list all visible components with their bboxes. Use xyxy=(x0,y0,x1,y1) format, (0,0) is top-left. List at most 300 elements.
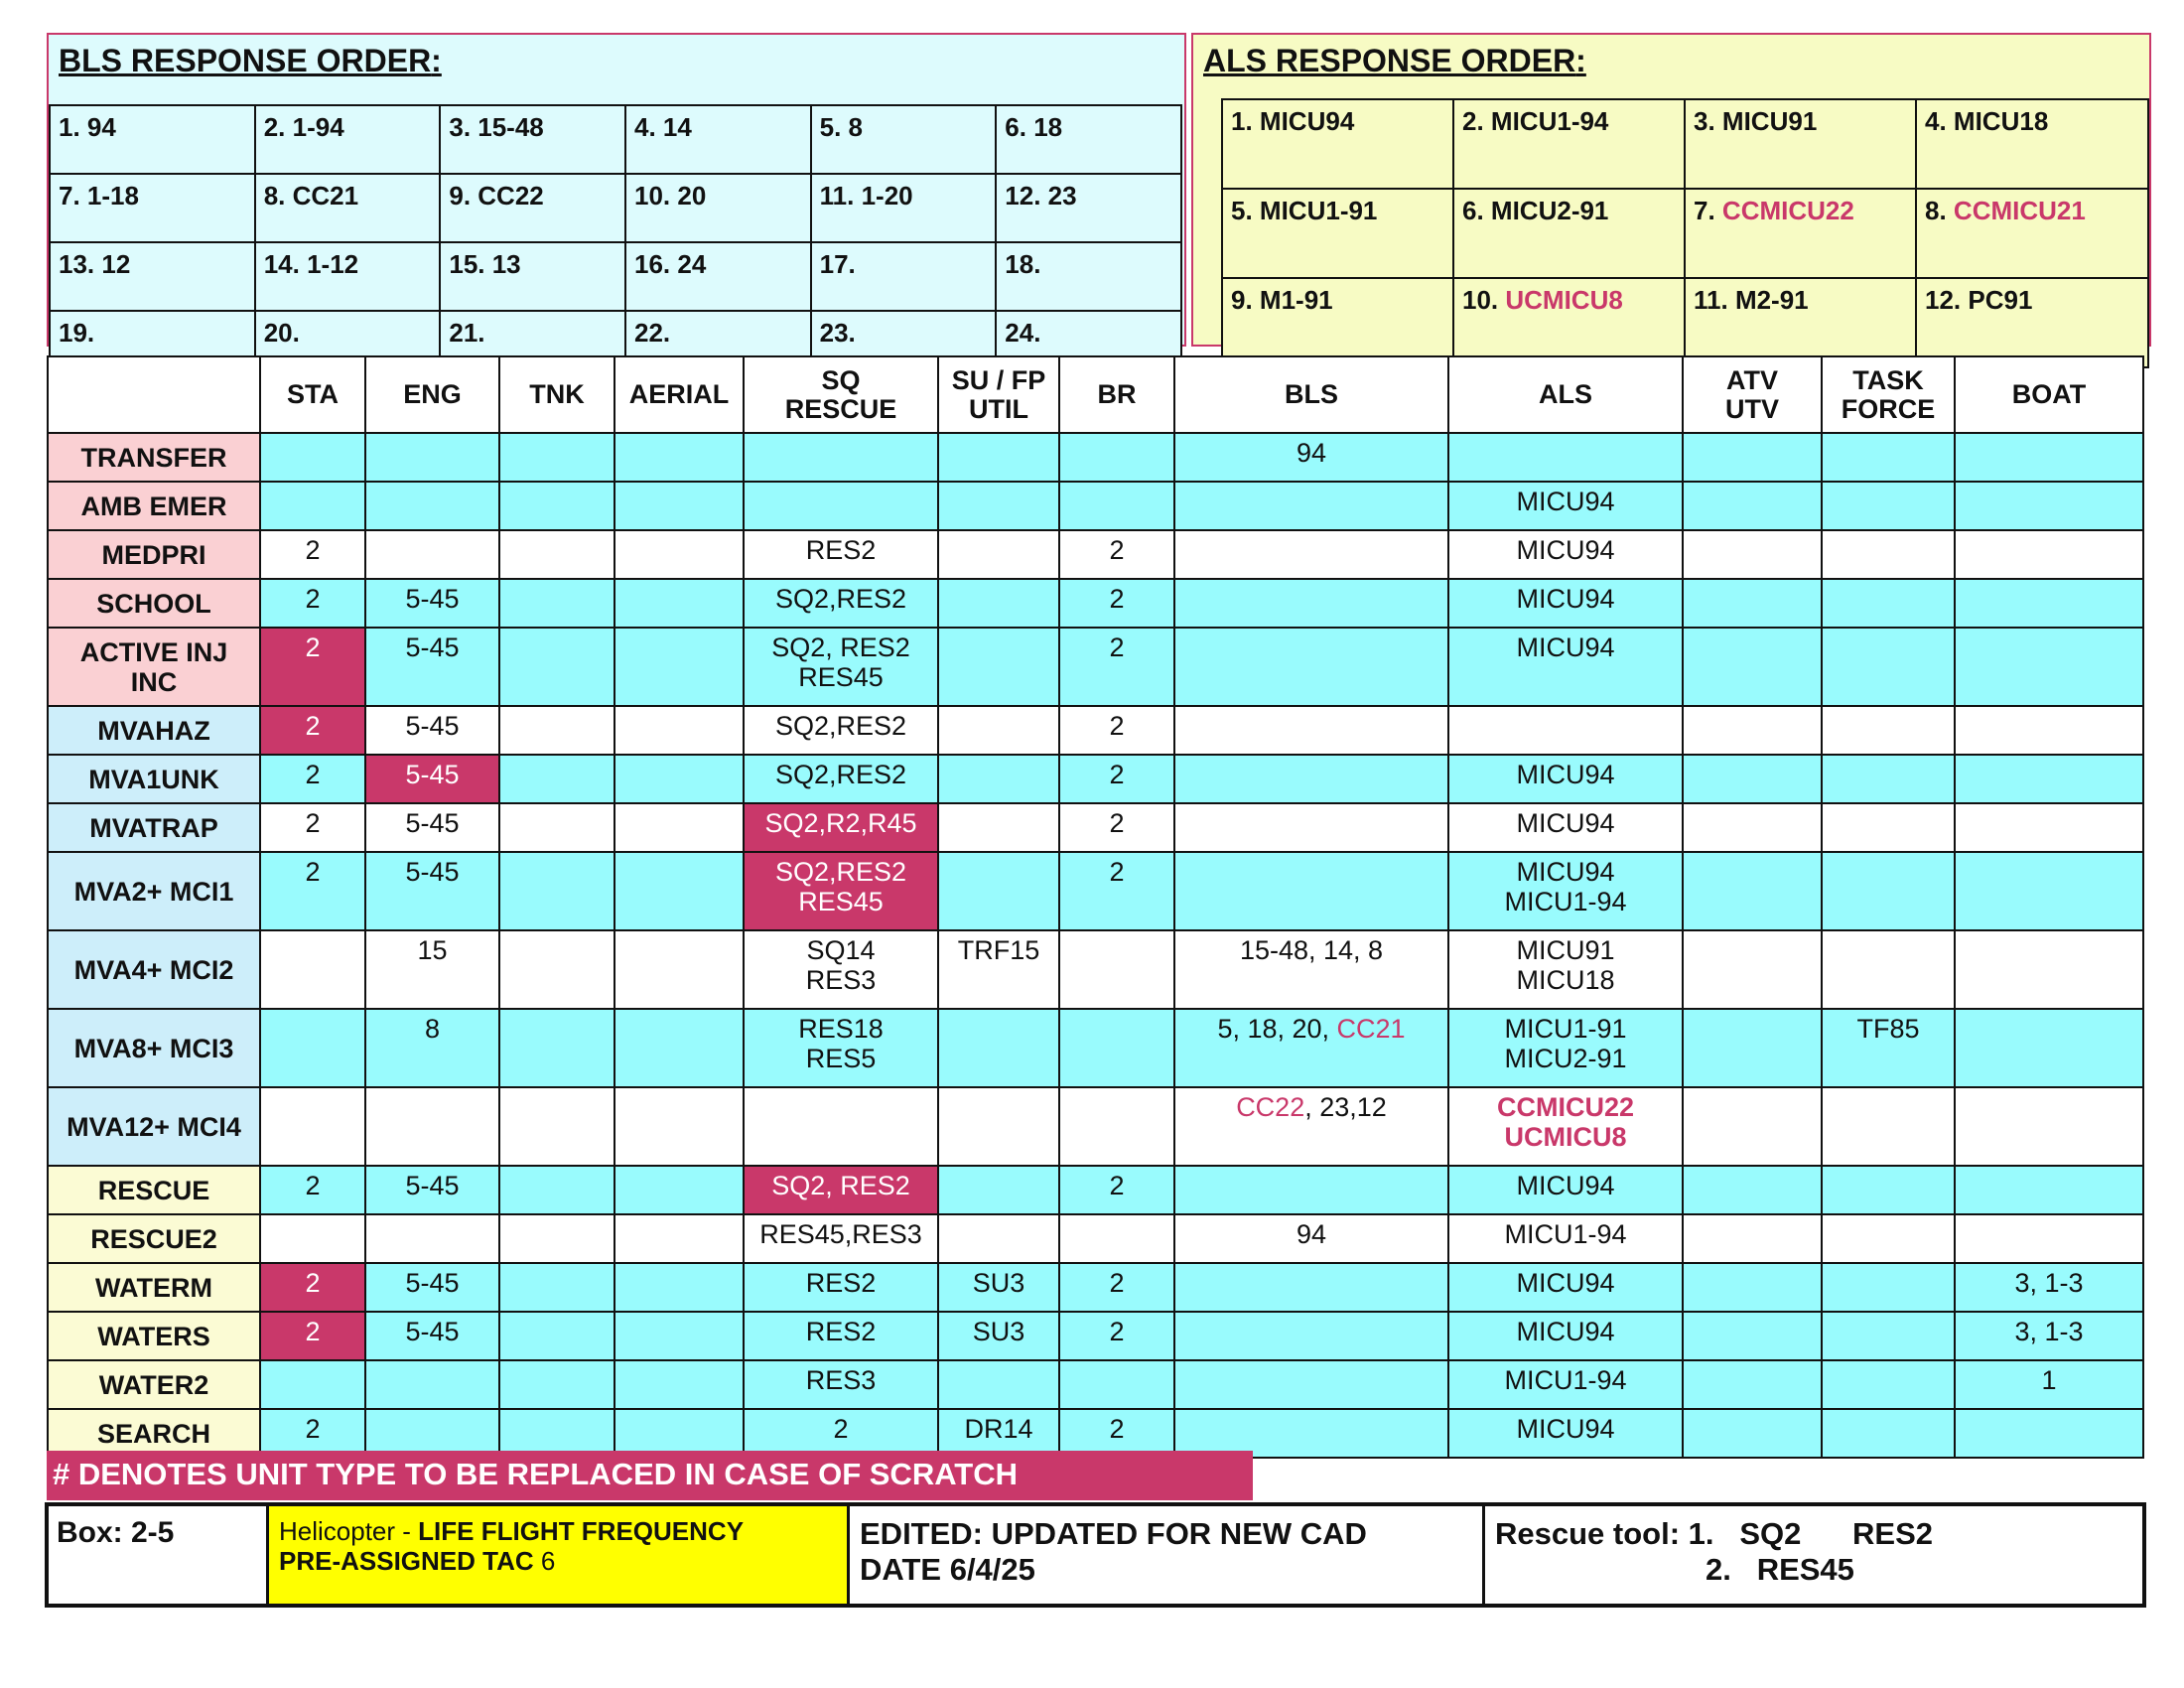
grid-cell: 2 xyxy=(1059,530,1174,579)
grid-cell xyxy=(1955,803,2143,852)
grid-cell xyxy=(260,930,365,1009)
grid-cell xyxy=(1683,579,1822,628)
bls-order-cell: 13. 12 xyxy=(50,242,255,311)
grid-cell xyxy=(260,1087,365,1166)
als-order-unit: MICU18 xyxy=(1953,106,2049,136)
grid-cell: SU3 xyxy=(938,1263,1059,1312)
column-header: SQ RESCUE xyxy=(744,356,938,433)
grid-cell xyxy=(260,1009,365,1087)
grid-cell xyxy=(1059,930,1174,1009)
table-row xyxy=(48,1360,2143,1409)
column-header: ALS xyxy=(1448,356,1683,433)
grid-cell: 2 xyxy=(260,628,365,706)
grid-cell xyxy=(1683,1166,1822,1214)
grid-cell xyxy=(1683,1312,1822,1360)
grid-cell: RES2 xyxy=(744,1263,938,1312)
bls-order-cell: 19. xyxy=(50,311,255,379)
grid-cell xyxy=(1955,433,2143,482)
bls-order-row xyxy=(50,105,1181,174)
bls-order-cell: 1. 94 xyxy=(50,105,255,174)
grid-cell xyxy=(499,755,614,803)
grid-cell xyxy=(1955,1009,2143,1087)
grid-cell xyxy=(499,930,614,1009)
grid-cell: RES45,RES3 xyxy=(744,1214,938,1263)
grid-cell xyxy=(614,1263,744,1312)
bls-order-cell: 2. 1-94 xyxy=(255,105,441,174)
grid-cell: MICU94 MICU1-94 xyxy=(1448,852,1683,930)
grid-cell xyxy=(1955,706,2143,755)
grid-cell xyxy=(1822,433,1955,482)
bls-order-row xyxy=(50,242,1181,311)
row-label: MEDPRI xyxy=(48,530,260,579)
edited-date: DATE 6/4/25 xyxy=(860,1552,1035,1587)
rescue-tool-note xyxy=(1485,1506,2142,1604)
grid-cell xyxy=(1822,579,1955,628)
als-order-number: 12. xyxy=(1925,285,1969,315)
column-header: BOAT xyxy=(1955,356,2143,433)
bls-response-order-panel: BLS RESPONSE ORDER: 1. 94 2. 1-94 3. 15-48 4. 14 5. 8 6. 18 7. 1-18 8. CC21 9. CC22 10. 20 11. 1-20 12. 23 13. 12 14. 1-12 15. 13 16. 24 17. 18. 19. 20. 21. 22. 23. 24. xyxy=(47,33,1186,347)
grid-cell xyxy=(744,482,938,530)
bls-order-cell: 16. 24 xyxy=(625,242,811,311)
grid-cell: 2 xyxy=(1059,1409,1174,1458)
grid-cell xyxy=(1822,530,1955,579)
grid-cell xyxy=(1822,1214,1955,1263)
column-header: ENG xyxy=(365,356,499,433)
grid-cell xyxy=(260,482,365,530)
grid-cell: MICU94 xyxy=(1448,755,1683,803)
grid-cell: MICU94 xyxy=(1448,579,1683,628)
als-order-cell xyxy=(1222,189,1453,278)
bls-order-cell: 20. xyxy=(255,311,441,379)
rescue-tool-line-2: 2. RES45 xyxy=(1706,1552,1854,1587)
pre-assigned-tac: PRE-ASSIGNED TAC xyxy=(279,1546,541,1576)
grid-cell xyxy=(938,803,1059,852)
grid-cell: MICU94 xyxy=(1448,1263,1683,1312)
grid-cell: SQ14 RES3 xyxy=(744,930,938,1009)
table-row xyxy=(48,706,2143,755)
als-order-number: 4. xyxy=(1925,106,1954,136)
grid-cell xyxy=(1174,1009,1448,1087)
grid-cell xyxy=(1174,803,1448,852)
grid-cell: 5-45 xyxy=(365,1166,499,1214)
grid-cell: 1 xyxy=(1955,1360,2143,1409)
grid-cell xyxy=(1174,1087,1448,1166)
grid-cell: SU3 xyxy=(938,1312,1059,1360)
grid-cell xyxy=(1955,852,2143,930)
grid-cell xyxy=(365,482,499,530)
bls-unit-highlight: CC21 xyxy=(1336,1014,1406,1044)
grid-cell: SQ2,RES2 xyxy=(744,706,938,755)
als-order-unit: CCMICU22 xyxy=(1721,196,1854,225)
row-label: MVAHAZ xyxy=(48,706,260,755)
grid-cell xyxy=(499,706,614,755)
grid-cell: MICU94 xyxy=(1448,1166,1683,1214)
grid-cell: MICU94 xyxy=(1448,628,1683,706)
grid-cell xyxy=(365,1214,499,1263)
grid-cell: SQ2, RES2 xyxy=(744,1166,938,1214)
grid-cell xyxy=(938,579,1059,628)
bls-units: , 23,12 xyxy=(1304,1092,1387,1122)
grid-cell: 5-45 xyxy=(365,1263,499,1312)
grid-cell xyxy=(260,433,365,482)
grid-cell: CCMICU22 UCMICU8 xyxy=(1448,1087,1683,1166)
grid-cell: TRF15 xyxy=(938,930,1059,1009)
box-number: Box: 2-5 xyxy=(49,1506,269,1604)
grid-cell xyxy=(1955,482,2143,530)
grid-cell: 2 xyxy=(1059,1312,1174,1360)
grid-cell xyxy=(938,1360,1059,1409)
bls-order-cell: 8. CC21 xyxy=(255,174,441,242)
grid-cell: 5-45 xyxy=(365,1312,499,1360)
bls-order-cell: 24. xyxy=(996,311,1181,379)
grid-cell xyxy=(1174,755,1448,803)
grid-cell xyxy=(499,628,614,706)
grid-cell: MICU94 xyxy=(1448,1312,1683,1360)
grid-cell xyxy=(1174,1312,1448,1360)
bls-order-cell: 15. 13 xyxy=(440,242,625,311)
grid-cell xyxy=(1683,1263,1822,1312)
tac-number: 6 xyxy=(540,1546,556,1576)
grid-cell: 2 xyxy=(1059,579,1174,628)
grid-cell xyxy=(614,482,744,530)
grid-cell xyxy=(938,1009,1059,1087)
table-row xyxy=(48,930,2143,1009)
grid-cell xyxy=(499,482,614,530)
grid-cell xyxy=(614,628,744,706)
grid-cell: 2 xyxy=(260,755,365,803)
grid-cell xyxy=(1174,628,1448,706)
row-label: MVA2+ MCI1 xyxy=(48,852,260,930)
bls-order-cell: 11. 1-20 xyxy=(811,174,997,242)
grid-cell xyxy=(1955,1087,2143,1166)
grid-cell xyxy=(499,1214,614,1263)
grid-cell xyxy=(1683,628,1822,706)
grid-cell: 2 xyxy=(1059,755,1174,803)
grid-header-row xyxy=(48,356,2143,433)
grid-cell xyxy=(1683,930,1822,1009)
als-response-order-panel: ALS RESPONSE ORDER: 1. MICU94 2. MICU1-94 3. MICU91 4. MICU18 5. MICU1-91 6. MICU2-91 7. CCMICU22 8. CCMICU21 9. M1-91 10. UCMICU8 11. M2-91 12. PC91 xyxy=(1191,33,2151,347)
grid-cell xyxy=(614,530,744,579)
grid-cell: MICU94 xyxy=(1448,803,1683,852)
column-header: TNK xyxy=(499,356,614,433)
grid-cell: 2 xyxy=(744,1409,938,1458)
grid-cell xyxy=(1955,1409,2143,1458)
als-order-table xyxy=(1221,98,2149,368)
grid-cell xyxy=(1059,1214,1174,1263)
grid-cell xyxy=(1683,706,1822,755)
grid-cell: 2 xyxy=(1059,852,1174,930)
row-label: MVATRAP xyxy=(48,803,260,852)
life-flight-frequency: LIFE FLIGHT FREQUENCY xyxy=(418,1516,745,1546)
grid-cell xyxy=(614,433,744,482)
grid-cell xyxy=(1955,1214,2143,1263)
grid-cell xyxy=(614,852,744,930)
bls-order-cell: 3. 15-48 xyxy=(440,105,625,174)
grid-cell xyxy=(365,1087,499,1166)
grid-cell: 2 xyxy=(260,706,365,755)
als-order-number: 1. xyxy=(1231,106,1260,136)
row-label: WATERM xyxy=(48,1263,260,1312)
row-label: WATER2 xyxy=(48,1360,260,1409)
als-order-row xyxy=(1222,99,2148,189)
grid-cell xyxy=(614,930,744,1009)
grid-cell xyxy=(1448,706,1683,755)
scratch-notice-banner: # DENOTES UNIT TYPE TO BE REPLACED IN CASE OF SCRATCH xyxy=(47,1451,1253,1500)
grid-cell xyxy=(1955,579,2143,628)
als-order-number: 9. xyxy=(1231,285,1260,315)
grid-cell xyxy=(1822,1312,1955,1360)
grid-cell xyxy=(744,1087,938,1166)
als-order-cell xyxy=(1222,278,1453,367)
als-order-number: 6. xyxy=(1462,196,1491,225)
grid-cell xyxy=(1174,579,1448,628)
grid-cell xyxy=(614,1166,744,1214)
row-label: RESCUE2 xyxy=(48,1214,260,1263)
grid-cell xyxy=(614,803,744,852)
grid-cell xyxy=(499,852,614,930)
grid-cell xyxy=(1174,706,1448,755)
grid-cell xyxy=(1822,1166,1955,1214)
bls-order-title: BLS RESPONSE ORDER xyxy=(59,43,432,78)
grid-cell xyxy=(614,1312,744,1360)
grid-cell xyxy=(1822,852,1955,930)
grid-cell xyxy=(1822,803,1955,852)
als-order-number: 3. xyxy=(1694,106,1722,136)
bls-order-cell: 6. 18 xyxy=(996,105,1181,174)
column-header: ATV UTV xyxy=(1683,356,1822,433)
als-order-unit: MICU1-94 xyxy=(1490,106,1609,136)
grid-cell: 5-45 xyxy=(365,579,499,628)
grid-cell: MICU94 xyxy=(1448,530,1683,579)
row-label: SEARCH xyxy=(48,1409,260,1458)
bls-order-cell: 17. xyxy=(811,242,997,311)
grid-cell: 15 xyxy=(365,930,499,1009)
grid-cell: 8 xyxy=(365,1009,499,1087)
table-row xyxy=(48,482,2143,530)
grid-cell xyxy=(938,530,1059,579)
grid-cell xyxy=(938,482,1059,530)
grid-cell xyxy=(1174,482,1448,530)
grid-cell: MICU1-91 MICU2-91 xyxy=(1448,1009,1683,1087)
grid-cell: 2 xyxy=(260,530,365,579)
als-order-unit: PC91 xyxy=(1968,285,2033,315)
table-row xyxy=(48,530,2143,579)
row-label: MVA1UNK xyxy=(48,755,260,803)
row-label: AMB EMER xyxy=(48,482,260,530)
grid-cell xyxy=(614,1009,744,1087)
grid-cell xyxy=(1955,1166,2143,1214)
grid-cell: 3, 1-3 xyxy=(1955,1312,2143,1360)
footer-info-box xyxy=(45,1502,2146,1608)
grid-cell xyxy=(1822,628,1955,706)
grid-cell xyxy=(499,1360,614,1409)
grid-cell: RES2 xyxy=(744,530,938,579)
grid-cell xyxy=(1683,482,1822,530)
grid-cell: RES3 xyxy=(744,1360,938,1409)
column-header: BLS xyxy=(1174,356,1448,433)
grid-cell xyxy=(1822,706,1955,755)
grid-cell xyxy=(1683,530,1822,579)
bls-order-cell: 10. 20 xyxy=(625,174,811,242)
als-order-unit: MICU91 xyxy=(1721,106,1818,136)
grid-cell xyxy=(1955,628,2143,706)
row-label: MVA12+ MCI4 xyxy=(48,1087,260,1166)
als-order-unit: MICU2-91 xyxy=(1490,196,1609,225)
als-order-cell xyxy=(1916,278,2148,367)
column-header: BR xyxy=(1059,356,1174,433)
grid-cell xyxy=(1174,852,1448,930)
row-label: SCHOOL xyxy=(48,579,260,628)
grid-cell xyxy=(499,1263,614,1312)
als-order-cell xyxy=(1453,99,1685,189)
bls-order-cell: 4. 14 xyxy=(625,105,811,174)
als-order-cell xyxy=(1685,278,1916,367)
grid-cell xyxy=(614,706,744,755)
grid-cell xyxy=(499,1312,614,1360)
grid-cell xyxy=(1683,755,1822,803)
table-row xyxy=(48,1263,2143,1312)
grid-cell: 5-45 xyxy=(365,628,499,706)
grid-cell xyxy=(938,1087,1059,1166)
row-label: RESCUE xyxy=(48,1166,260,1214)
grid-cell xyxy=(1174,1166,1448,1214)
grid-cell: MICU94 xyxy=(1448,1409,1683,1458)
helicopter-prefix: Helicopter - xyxy=(279,1516,419,1546)
grid-cell: 2 xyxy=(260,1166,365,1214)
grid-cell xyxy=(1822,482,1955,530)
als-order-row xyxy=(1222,189,2148,278)
grid-cell: SQ2,RES2 xyxy=(744,755,938,803)
grid-cell: 94 xyxy=(1174,433,1448,482)
column-header xyxy=(48,356,260,433)
grid-cell xyxy=(1822,1263,1955,1312)
grid-cell: 5-45 xyxy=(365,706,499,755)
grid-cell xyxy=(1683,1087,1822,1166)
table-row xyxy=(48,1312,2143,1360)
grid-cell xyxy=(938,755,1059,803)
grid-cell: 5-45 xyxy=(365,803,499,852)
column-header: TASK FORCE xyxy=(1822,356,1955,433)
grid-cell: 3, 1-3 xyxy=(1955,1263,2143,1312)
grid-cell: 15-48, 14, 8 xyxy=(1174,930,1448,1009)
grid-cell xyxy=(1683,433,1822,482)
column-header: SU / FP UTIL xyxy=(938,356,1059,433)
bls-order-cell: 7. 1-18 xyxy=(50,174,255,242)
grid-cell xyxy=(1174,1360,1448,1409)
grid-cell: 2 xyxy=(260,1263,365,1312)
grid-cell: 5-45 xyxy=(365,852,499,930)
bls-order-cell: 21. xyxy=(440,311,625,379)
table-row xyxy=(48,852,2143,930)
bls-order-table xyxy=(49,104,1182,380)
grid-cell: 2 xyxy=(260,1409,365,1458)
grid-cell: 2 xyxy=(260,1312,365,1360)
grid-cell xyxy=(499,803,614,852)
grid-cell: 2 xyxy=(260,579,365,628)
helicopter-info xyxy=(269,1506,850,1604)
table-row xyxy=(48,433,2143,482)
grid-cell xyxy=(1683,1214,1822,1263)
grid-cell: 2 xyxy=(1059,706,1174,755)
table-row xyxy=(48,628,2143,706)
als-order-cell xyxy=(1916,99,2148,189)
grid-cell xyxy=(614,1214,744,1263)
grid-cell: MICU94 xyxy=(1448,482,1683,530)
grid-cell xyxy=(1955,530,2143,579)
grid-cell: 2 xyxy=(1059,1263,1174,1312)
bls-order-cell: 5. 8 xyxy=(811,105,997,174)
grid-cell xyxy=(1955,930,2143,1009)
table-row xyxy=(48,1087,2143,1166)
grid-cell xyxy=(614,1360,744,1409)
als-order-cell xyxy=(1685,189,1916,278)
grid-cell: RES18 RES5 xyxy=(744,1009,938,1087)
table-row xyxy=(48,1009,2143,1087)
grid-cell: SQ2,RES2 xyxy=(744,579,938,628)
row-label: WATERS xyxy=(48,1312,260,1360)
grid-cell xyxy=(938,852,1059,930)
grid-cell xyxy=(499,530,614,579)
als-order-number: 5. xyxy=(1231,196,1260,225)
als-order-unit: CCMICU21 xyxy=(1953,196,2086,225)
als-order-unit: MICU94 xyxy=(1259,106,1355,136)
grid-cell: MICU1-94 xyxy=(1448,1360,1683,1409)
grid-cell xyxy=(1683,1360,1822,1409)
grid-cell xyxy=(499,1166,614,1214)
bls-order-cell: 12. 23 xyxy=(996,174,1181,242)
als-order-row xyxy=(1222,278,2148,367)
als-order-cell xyxy=(1222,99,1453,189)
grid-cell xyxy=(1059,433,1174,482)
grid-cell: SQ2, RES2 RES45 xyxy=(744,628,938,706)
als-order-cell xyxy=(1916,189,2148,278)
bls-order-row xyxy=(50,174,1181,242)
row-label: TRANSFER xyxy=(48,433,260,482)
grid-cell xyxy=(614,1087,744,1166)
grid-cell xyxy=(744,433,938,482)
grid-cell xyxy=(1174,530,1448,579)
als-order-cell xyxy=(1685,99,1916,189)
bls-order-cell: 18. xyxy=(996,242,1181,311)
grid-cell xyxy=(499,1087,614,1166)
grid-cell: 2 xyxy=(260,852,365,930)
grid-cell xyxy=(499,1009,614,1087)
grid-cell xyxy=(938,433,1059,482)
grid-cell: DR14 xyxy=(938,1409,1059,1458)
response-assignment-grid xyxy=(47,355,2144,1459)
row-label: MVA4+ MCI2 xyxy=(48,930,260,1009)
column-header: AERIAL xyxy=(614,356,744,433)
als-order-unit: MICU1-91 xyxy=(1259,196,1378,225)
grid-cell: 2 xyxy=(1059,628,1174,706)
table-row xyxy=(48,755,2143,803)
grid-cell xyxy=(1059,1360,1174,1409)
column-header: STA xyxy=(260,356,365,433)
grid-cell xyxy=(1822,755,1955,803)
row-label: ACTIVE INJ INC xyxy=(48,628,260,706)
table-row xyxy=(48,803,2143,852)
edited-line: EDITED: UPDATED FOR NEW CAD xyxy=(860,1516,1367,1551)
grid-cell xyxy=(260,1360,365,1409)
als-order-cell xyxy=(1453,189,1685,278)
als-order-cell xyxy=(1453,278,1685,367)
als-order-number: 2. xyxy=(1462,106,1491,136)
grid-cell xyxy=(1822,1360,1955,1409)
grid-cell xyxy=(938,628,1059,706)
als-order-number: 10. xyxy=(1462,285,1506,315)
grid-cell xyxy=(1822,1409,1955,1458)
grid-cell xyxy=(938,1166,1059,1214)
